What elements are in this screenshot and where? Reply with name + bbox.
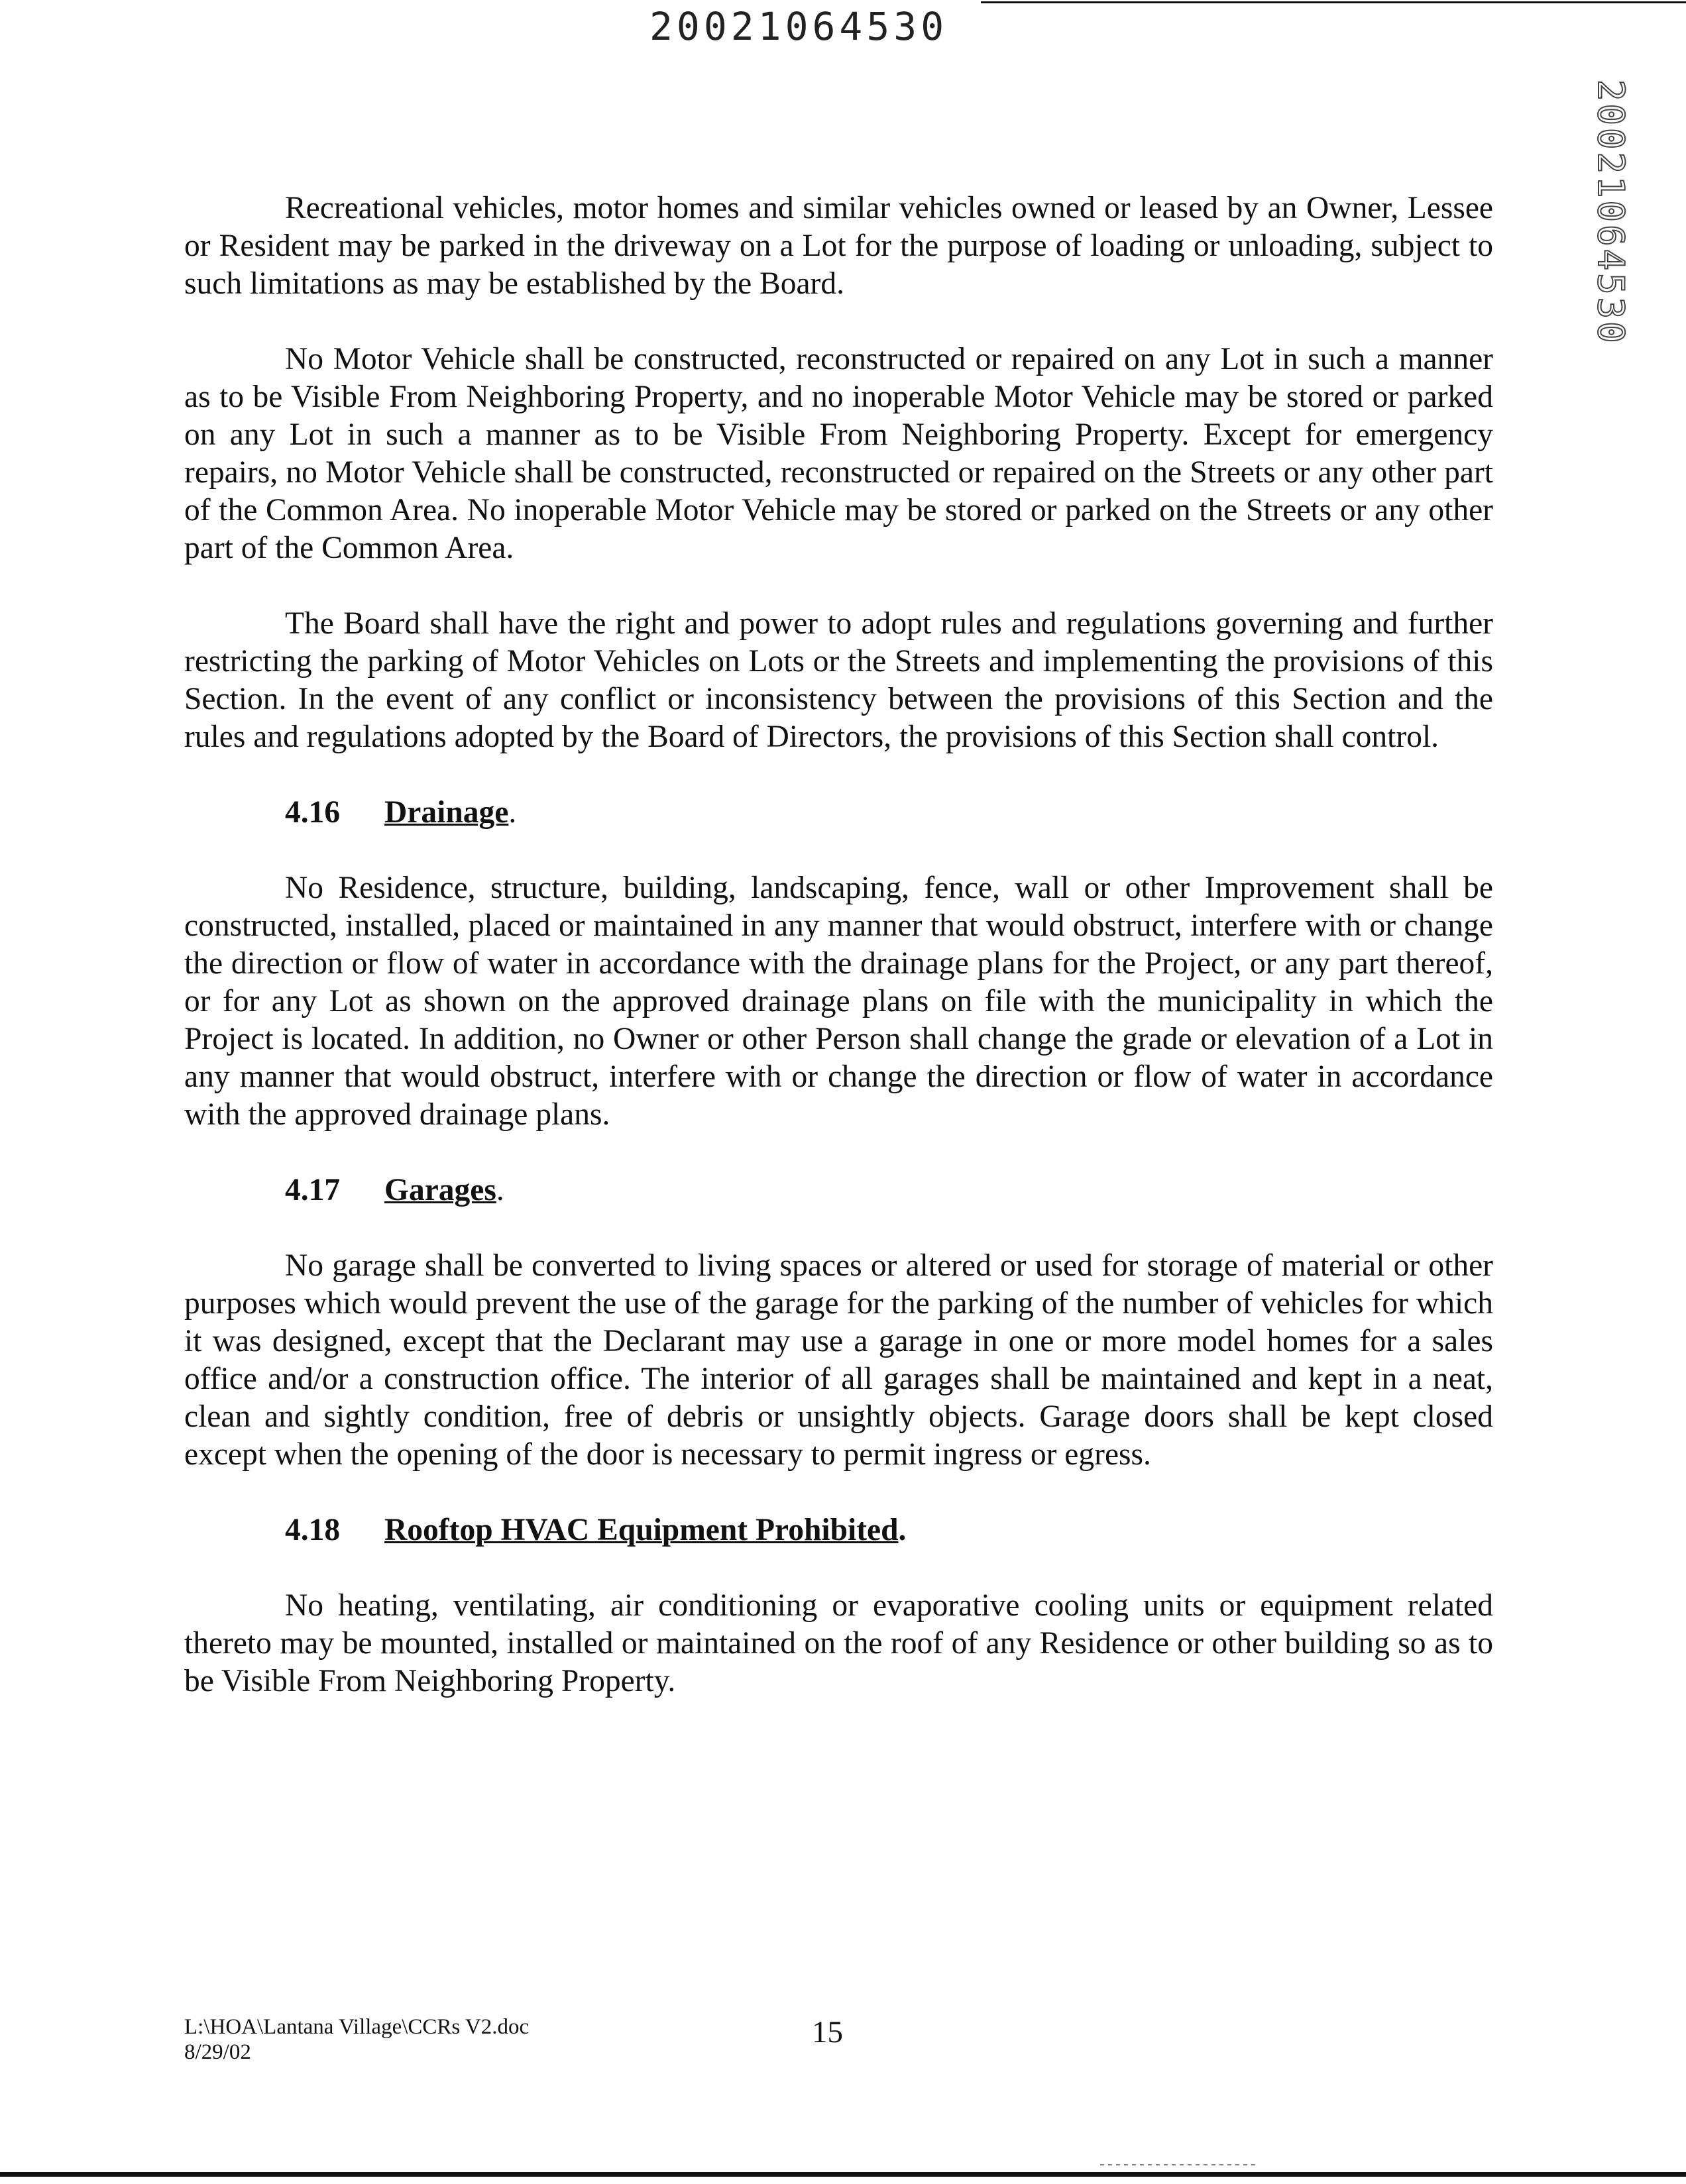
section-punct: .	[508, 795, 517, 830]
paragraph-board-rules: The Board shall have the right and power to adopt rules and regulations governing and further restricting the parking of Motor Vehicles on Lots or the Streets and implementing the provisions of this Section. In the event of any conflict or inconsistency between the provisions of this Section and the rules and regulations adopted by the Board of Directors, the provisions of this Section shall control.	[184, 606, 1493, 754]
page-number: 15	[812, 2015, 843, 2049]
paragraph-motor-vehicle-repair: No Motor Vehicle shall be constructed, reconstructed or repaired on any Lot in such a manner as to be Visible From Neighboring Property, and no inoperable Motor Vehicle may be stored or parked on any Lot in such a manner as to be Visible From Neighboring Property. Except for emergency repairs, no Motor Vehicle shall be constructed, reconstructed or repaired on the Streets or any other part of the Common Area. No inoperable Motor Vehicle may be stored or parked on the Streets or any other part of the Common Area.	[184, 342, 1493, 565]
section-heading-rooftop-hvac	[285, 1511, 1493, 1549]
scan-artifact-line	[1100, 2164, 1259, 2165]
section-title: Rooftop HVAC Equipment Prohibited	[384, 1513, 899, 1547]
paragraph-rv-parking: Recreational vehicles, motor homes and similar vehicles owned or leased by an Owner, Lessee or Resident may be parked in the driveway on a Lot for the purpose of loading or unloading, subject to such limitations as may be established by the Board.	[184, 191, 1493, 301]
side-stamp-text: 20021064530	[1590, 80, 1632, 346]
section-punct: .	[898, 1513, 907, 1547]
section-number: 4.17	[285, 1173, 341, 1207]
bottom-rule	[0, 2172, 1686, 2177]
section-heading-drainage	[285, 794, 1493, 832]
section-title: Garages	[384, 1173, 496, 1207]
section-title: Drainage	[384, 795, 509, 830]
side-recording-stamp	[1590, 80, 1637, 346]
paragraph-rooftop-hvac: No heating, ventilating, air conditioning or evaporative cooling units or equipment related thereto may be mounted, installed or maintained on the roof of any Residence or other building so as to be Visible From Neighboring Property.	[184, 1588, 1493, 1698]
recording-number: 20021064530	[649, 4, 948, 49]
top-rule	[981, 1, 1686, 3]
paragraph-drainage: No Residence, structure, building, landscaping, fence, wall or other Improvement shall be constructed, installed, placed or maintained in any manner that would obstruct, interfere with or change the direction or flow of water in accordance with the drainage plans for the Project, or any part thereof, or for any Lot as shown on the approved drainage plans on file with the municipality in which the Project is located. In addition, no Owner or other Person shall change the grade or elevation of a Lot in any manner that would obstruct, interfere with or change the direction or flow of water in accordance with the approved drainage plans.	[184, 871, 1493, 1132]
section-punct: .	[496, 1173, 504, 1207]
footer-date: 8/29/02	[184, 2040, 251, 2064]
footer-file-path: L:\HOA\Lantana Village\CCRs V2.doc	[184, 2015, 530, 2039]
section-heading-garages	[285, 1172, 1493, 1209]
section-number: 4.18	[285, 1513, 341, 1547]
document-body	[184, 190, 1493, 1738]
footer-file-info	[184, 2014, 529, 2065]
section-number: 4.16	[285, 795, 341, 830]
paragraph-garages: No garage shall be converted to living spaces or altered or used for storage of material or other purposes which would prevent the use of the garage for the parking of the number of vehicles for which it was designed, except that the Declarant may use a garage in one or more model homes for a sales office and/or a construction office. The interior of all garages shall be maintained and kept in a neat, clean and sightly condition, free of debris or unsightly objects. Garage doors shall be kept closed except when the opening of the door is necessary to permit ingress or egress.	[184, 1248, 1493, 1472]
